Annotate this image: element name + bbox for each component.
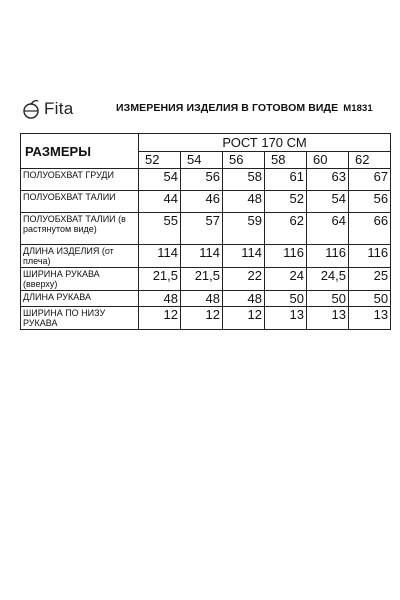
measurement-value: 50 xyxy=(307,291,349,307)
measurement-value: 62 xyxy=(265,213,307,245)
brand-logo xyxy=(20,98,74,120)
measurement-value: 25 xyxy=(349,268,391,291)
measurement-value: 13 xyxy=(265,307,307,330)
measurement-value: 12 xyxy=(223,307,265,330)
measurement-label: ШИРИНА РУКАВА (вверху) xyxy=(21,268,139,291)
measurement-value: 24 xyxy=(265,268,307,291)
measurement-value: 116 xyxy=(349,245,391,268)
measurement-value: 48 xyxy=(223,191,265,213)
measurement-value: 58 xyxy=(223,169,265,191)
measurement-label: ПОЛУОБХВАТ ТАЛИИ xyxy=(21,191,139,213)
model-code: М1831 xyxy=(343,103,373,114)
measurements-table xyxy=(20,133,391,330)
measurement-value: 116 xyxy=(265,245,307,268)
measurement-value: 48 xyxy=(139,291,181,307)
measurement-value: 54 xyxy=(139,169,181,191)
measurement-value: 55 xyxy=(139,213,181,245)
measurement-value: 13 xyxy=(349,307,391,330)
measurement-value: 66 xyxy=(349,213,391,245)
measurement-value: 24,5 xyxy=(307,268,349,291)
measurement-label: ШИРИНА ПО НИЗУ РУКАВА xyxy=(21,307,139,330)
measurement-value: 114 xyxy=(223,245,265,268)
table-row xyxy=(21,245,391,268)
measurement-value: 12 xyxy=(139,307,181,330)
measurement-value: 114 xyxy=(181,245,223,268)
measurement-value: 56 xyxy=(349,191,391,213)
measurement-value: 12 xyxy=(181,307,223,330)
brand-name: Fita xyxy=(44,99,74,118)
measurement-label: ДЛИНА ИЗДЕЛИЯ (от плеча) xyxy=(21,245,139,268)
measurement-label: ПОЛУОБХВАТ ТАЛИИ (в растянутом виде) xyxy=(21,213,139,245)
height-label: РОСТ 170 СМ xyxy=(139,134,391,152)
table-row xyxy=(21,307,391,330)
measurement-value: 59 xyxy=(223,213,265,245)
size-cell: 56 xyxy=(223,152,265,169)
measurement-value: 52 xyxy=(265,191,307,213)
measurement-value: 22 xyxy=(223,268,265,291)
measurement-value: 21,5 xyxy=(181,268,223,291)
page-header xyxy=(20,98,388,120)
measurement-value: 57 xyxy=(181,213,223,245)
size-cell: 60 xyxy=(307,152,349,169)
table-row xyxy=(21,169,391,191)
title-text: ИЗМЕРЕНИЯ ИЗДЕЛИЯ В ГОТОВОМ ВИДЕ xyxy=(116,102,339,114)
measurement-value: 114 xyxy=(139,245,181,268)
sizes-header: РАЗМЕРЫ xyxy=(21,134,139,169)
page-title xyxy=(116,102,373,114)
table-row xyxy=(21,291,391,307)
measurement-label: ПОЛУОБХВАТ ГРУДИ xyxy=(21,169,139,191)
size-cell: 62 xyxy=(349,152,391,169)
measurement-value: 48 xyxy=(223,291,265,307)
size-cell: 58 xyxy=(265,152,307,169)
measurement-value: 21,5 xyxy=(139,268,181,291)
measurement-value: 64 xyxy=(307,213,349,245)
measurement-value: 116 xyxy=(307,245,349,268)
measurement-value: 50 xyxy=(265,291,307,307)
header-row-height xyxy=(21,134,391,152)
measurement-value: 13 xyxy=(307,307,349,330)
measurement-value: 46 xyxy=(181,191,223,213)
size-cell: 54 xyxy=(181,152,223,169)
measurement-value: 63 xyxy=(307,169,349,191)
measurement-value: 54 xyxy=(307,191,349,213)
measurement-value: 50 xyxy=(349,291,391,307)
fita-logo-icon xyxy=(20,98,42,120)
measurement-label: ДЛИНА РУКАВА xyxy=(21,291,139,307)
measurement-value: 44 xyxy=(139,191,181,213)
size-cell: 52 xyxy=(139,152,181,169)
measurement-value: 67 xyxy=(349,169,391,191)
table-row xyxy=(21,191,391,213)
measurement-value: 56 xyxy=(181,169,223,191)
measurement-value: 48 xyxy=(181,291,223,307)
table-row xyxy=(21,213,391,245)
table-row xyxy=(21,268,391,291)
measurement-value: 61 xyxy=(265,169,307,191)
